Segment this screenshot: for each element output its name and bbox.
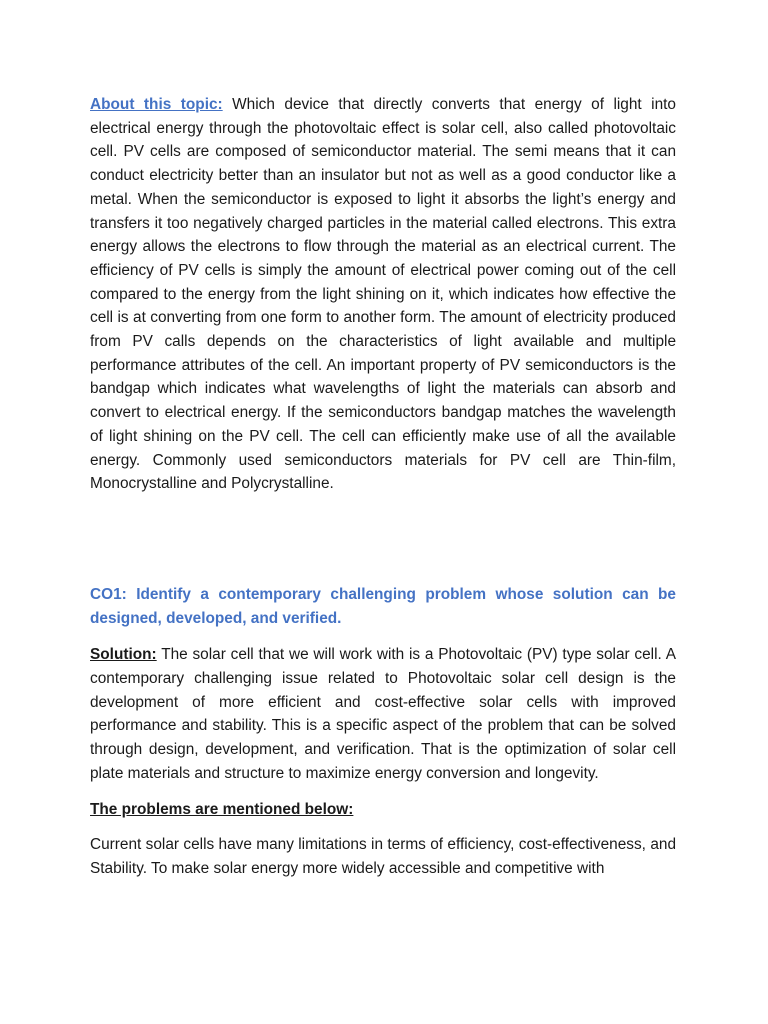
co1-heading: CO1: Identify a contemporary challenging problem whose solution can be designed, developed, and verified. xyxy=(90,585,676,627)
about-body-text: Which device that directly converts that energy of light into electrical energy through the photovoltaic effect is solar cell, also called photovoltaic cell. PV cells are composed of semiconductor material. The semi means that it can conduct electricity better than an insulator but not as well as a good conductor like a metal. When the semiconductor is exposed to light it absorbs the light’s energy and transfers it too negatively charged particles in the material called electrons. This extra energy allows the electrons to flow through the material as an electrical current. The efficiency of PV cells is simply the amount of electrical power coming out of the cell compared to the energy from the light shining on it, which indicates how effective the cell is at converting from one form to another form. The amount of electricity produced from PV calls depends on the characteristics of light available and multiple performance attributes of the cell. An important property of PV semiconductors is the bandgap which indicates what wavelengths of light the materials can absorb and convert to electrical energy. If the semiconductors bandgap matches the wavelength of light shining on the PV cell. The cell can efficiently make use of all the available energy. Commonly used semiconductors materials for PV cell are Thin-film, Monocrystalline and Polycrystalline. xyxy=(90,96,676,493)
solution-paragraph xyxy=(90,643,676,785)
solution-label: Solution: xyxy=(90,646,157,664)
solution-body-text: The solar cell that we will work with is a Photovoltaic (PV) type solar cell. A contemporary challenging issue related to Photovoltaic solar cell design is the development of more efficient and cost-effective solar cells with improved performance and stability. This is a specific aspect of the problem that can be solved through design, development, and verification. That is the optimization of solar cell plate materials and structure to maximize energy conversion and longevity. xyxy=(90,646,676,782)
about-topic-link[interactable]: About this topic: xyxy=(90,96,223,113)
about-paragraph xyxy=(90,93,676,496)
problems-paragraph: Current solar cells have many limitations in terms of efficiency, cost-effectiveness, and Stability. To make solar energy more widely accessible and competitive with xyxy=(90,836,676,877)
problems-heading: The problems are mentioned below: xyxy=(90,800,354,818)
